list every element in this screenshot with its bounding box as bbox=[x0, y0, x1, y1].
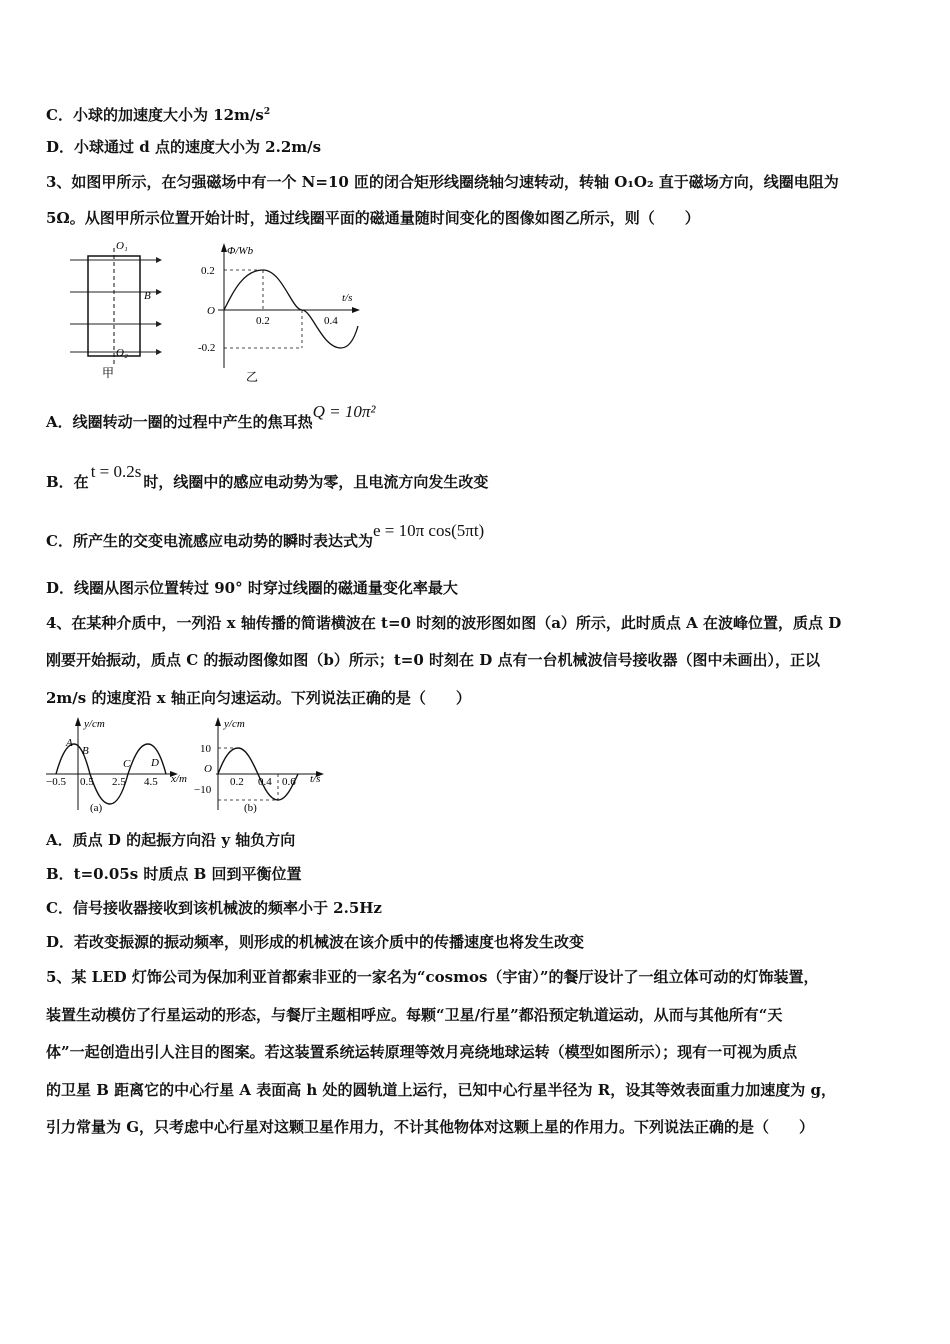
q3-fig-yi-x1: 0.2 bbox=[256, 315, 270, 327]
q5-line3: 体”一起创造出引人注目的图案。若这装置系统运转原理等效月亮绕地球运转（模型如图所示）；现有一可视为质点 bbox=[46, 1043, 798, 1061]
q3-stem-line1: 3、如图甲所示，在匀强磁场中有一个 N=10 匝的闭合矩形线圈绕轴匀速转动，转轴 O₁O₂ 直于磁场方向，线圈电阻为 bbox=[46, 173, 839, 191]
q4-stem-line3: 2m/s 的速度沿 x 轴正向匀速运动。下列说法正确的是（ ） bbox=[46, 689, 471, 707]
q3-fig-yi-x2: 0.4 bbox=[324, 315, 338, 327]
q5-line4: 的卫星 B 距离它的中心行星 A 表面高 h 处的圆轨道上运行，已知中心行星半径为 R，设其等效表面重力加速度为 g， bbox=[46, 1081, 836, 1099]
q3-fig-yi-origin: O bbox=[207, 305, 215, 317]
q4-figure-b bbox=[194, 714, 334, 818]
q4-fig-a-ylabel: y/cm bbox=[84, 718, 105, 730]
q4-fig-a-tick3: 2.5 bbox=[112, 776, 126, 788]
q4-fig-b-ylabel: y/cm bbox=[224, 718, 245, 730]
q3-option-c-formula: e = 10π cos(5πt) bbox=[372, 521, 485, 540]
q4-fig-b-caption: (b) bbox=[244, 802, 257, 814]
q3-option-b-formula: t = 0.2s bbox=[90, 462, 142, 481]
q4-option-b: B．t=0.05s 时质点 B 回到平衡位置 bbox=[46, 865, 302, 883]
q2-option-d: D．小球通过 d 点的速度大小为 2.2m/s bbox=[46, 138, 322, 156]
q3-option-b-pre: B．在 bbox=[46, 473, 89, 491]
q3-fig-jia-b: B bbox=[144, 290, 151, 302]
q4-fig-b-tick1: 0.2 bbox=[230, 776, 244, 788]
q4-stem-line1: 4、在某种介质中，一列沿 x 轴传播的简谐横波在 t=0 时刻的波形图如图（a）所示，此时质点 A 在波峰位置，质点 D bbox=[46, 614, 842, 632]
q3-option-c-text: C．所产生的交变电流感应电动势的瞬时表达式为 bbox=[46, 532, 373, 550]
q3-fig-yi-yneg: -0.2 bbox=[198, 342, 216, 354]
q2-option-c-text: C．小球的加速度大小为 12m/s bbox=[46, 106, 264, 124]
q3-fig-jia-o1: O₁ bbox=[116, 240, 128, 252]
q4-figure-a bbox=[44, 714, 194, 818]
q4-fig-a-point-a: A bbox=[66, 737, 73, 749]
q4-fig-a-caption: (a) bbox=[90, 802, 103, 814]
q4-fig-b-ypos: 10 bbox=[200, 743, 211, 755]
q4-option-d: D．若改变振源的振动频率，则形成的机械波在该介质中的传播速度也将发生改变 bbox=[46, 933, 585, 951]
q4-fig-b-xlabel: t/s bbox=[310, 773, 321, 785]
q5-line1: 5、某 LED 灯饰公司为保加利亚首都索非亚的一家名为“cosmos（宇宙）”的餐厅设计了一组立体可动的灯饰装置， bbox=[46, 968, 819, 986]
q4-option-a: A．质点 D 的起振方向沿 y 轴负方向 bbox=[46, 831, 296, 849]
q4-fig-b-tick2: 0.4 bbox=[258, 776, 272, 788]
q5-line5: 引力常量为 G，只考虑中心行星对这颗卫星作用力，不计其他物体对这颗上星的作用力。下列说法正确的是（ ） bbox=[46, 1118, 815, 1136]
q3-option-b-post: 时，线圈中的感应电动势为零，且电流方向发生改变 bbox=[143, 473, 489, 491]
q3-option-c bbox=[46, 521, 485, 551]
q4-fig-a-tick4: 4.5 bbox=[144, 776, 158, 788]
q3-fig-jia-o2: O₂ bbox=[116, 347, 128, 359]
q3-option-d: D．线圈从图示位置转过 90° 时穿过线圈的磁通量变化率最大 bbox=[46, 579, 458, 597]
q3-option-a-text: A．线圈转动一圈的过程中产生的焦耳热 bbox=[46, 413, 313, 431]
q2-option-c bbox=[46, 102, 270, 125]
q4-fig-a-point-c: C bbox=[123, 758, 131, 770]
q4-fig-a-point-d: D bbox=[151, 757, 159, 769]
q3-fig-yi-caption: 乙 bbox=[246, 370, 259, 384]
q3-figure-jia bbox=[66, 238, 166, 380]
q3-stem-line2: 5Ω。从图甲所示位置开始计时，通过线圈平面的磁通量随时间变化的图像如图乙所示，则（ ） bbox=[46, 209, 700, 227]
q4-fig-b-yneg: −10 bbox=[194, 784, 212, 796]
q4-option-c: C．信号接收器接收到该机械波的频率小于 2.5Hz bbox=[46, 899, 382, 917]
q4-stem-line2: 刚要开始振动，质点 C 的振动图像如图（b）所示；t=0 时刻在 D 点有一台机械波信号接收器（图中未画出），正以 bbox=[46, 651, 820, 669]
q3-figure-yi bbox=[196, 238, 366, 384]
q4-fig-b-origin: O bbox=[204, 763, 212, 775]
q3-fig-jia-caption: 甲 bbox=[102, 366, 115, 380]
q5-line2: 装置生动模仿了行星运动的形态，与餐厅主题相呼应。每颗“卫星/行星”都沿预定轨道运动，从而与其他所有“天 bbox=[46, 1006, 783, 1024]
q4-fig-a-point-b: B bbox=[82, 745, 89, 757]
q3-option-b bbox=[46, 462, 489, 492]
q3-fig-yi-ypos: 0.2 bbox=[201, 265, 215, 277]
q3-fig-yi-ylabel: Φ/Wb bbox=[227, 245, 254, 257]
q3-option-a bbox=[46, 402, 376, 432]
q2-option-c-sup: 2 bbox=[263, 107, 271, 117]
q3-fig-yi-xlabel: t/s bbox=[342, 292, 353, 304]
q3-option-a-formula: Q = 10π² bbox=[312, 402, 376, 421]
q4-fig-b-tick3: 0.6 bbox=[282, 776, 296, 788]
q4-fig-a-tick2: 0.5 bbox=[80, 776, 94, 788]
q4-fig-a-tick1: −0.5 bbox=[46, 776, 66, 788]
q4-fig-a-xlabel: x/m bbox=[171, 773, 187, 785]
